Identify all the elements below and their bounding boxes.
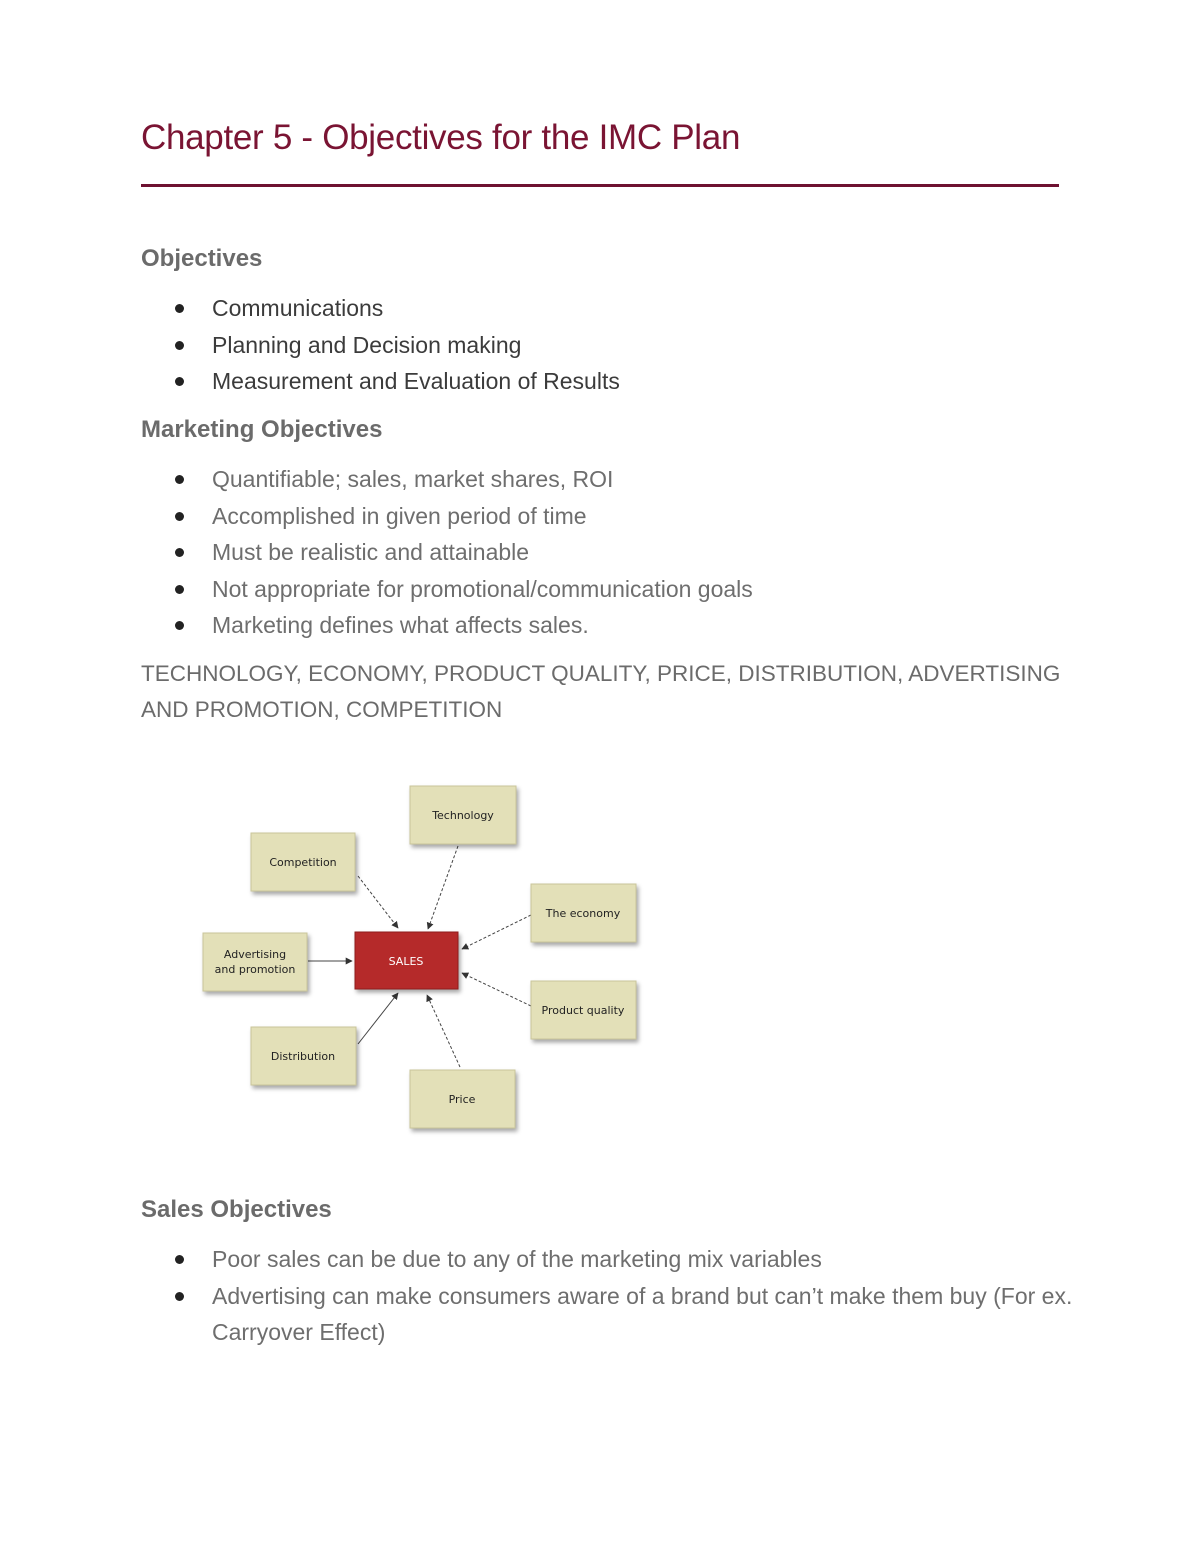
price-node — [410, 1070, 515, 1128]
bullet-icon — [175, 1292, 184, 1301]
sales-node — [355, 932, 458, 989]
list-item: Advertising can make consumers aware of a brand but can’t make them buy (For ex. Carryover Effect) — [141, 1278, 1081, 1351]
list-item: Poor sales can be due to any of the marketing mix variables — [141, 1241, 1081, 1278]
connector-price — [427, 995, 460, 1067]
connector-technology — [428, 846, 458, 929]
list-item: Must be realistic and attainable — [141, 534, 753, 571]
list-item: Marketing defines what affects sales. — [141, 607, 753, 644]
connector-distribution — [358, 993, 398, 1044]
distribution-node — [251, 1027, 356, 1085]
sales-node-label: SALES — [388, 955, 424, 968]
advertising-label-line1: Advertising — [223, 948, 287, 961]
price-label: Price — [448, 1093, 476, 1106]
connector-product-quality — [462, 973, 531, 1006]
bullet-icon — [175, 1255, 184, 1264]
advertising-node — [203, 933, 307, 991]
objectives-heading: Objectives — [141, 245, 263, 272]
technology-node — [410, 786, 516, 844]
list-item: Not appropriate for promotional/communication goals — [141, 571, 753, 608]
page-title: Chapter 5 - Objectives for the IMC Plan — [141, 118, 741, 157]
economy-node — [531, 884, 636, 942]
product-quality-label: Product quality — [541, 1004, 625, 1017]
technology-label: Technology — [432, 809, 494, 822]
list-item: Measurement and Evaluation of Results — [141, 363, 620, 400]
marketing-objectives-heading: Marketing Objectives — [141, 416, 383, 443]
advertising-label-line2: and promotion — [214, 963, 296, 976]
sales-objectives-list — [141, 1241, 1081, 1351]
economy-label: The economy — [545, 907, 621, 920]
connector-competition — [358, 876, 398, 928]
list-item: Quantifiable; sales, market shares, ROI — [141, 461, 753, 498]
competition-label: Competition — [269, 856, 337, 869]
list-item: Communications — [141, 290, 620, 327]
marketing-factors-text: TECHNOLOGY, ECONOMY, PRODUCT QUALITY, PRICE, DISTRIBUTION, ADVERTISING AND PROMOTION, COMPETITION — [141, 661, 1061, 722]
competition-node — [251, 833, 355, 891]
distribution-label: Distribution — [270, 1050, 336, 1063]
product-quality-node — [531, 981, 636, 1039]
list-item: Accomplished in given period of time — [141, 498, 753, 535]
connector-economy — [462, 915, 531, 949]
list-item: Planning and Decision making — [141, 327, 620, 364]
sales-objectives-heading: Sales Objectives — [141, 1196, 332, 1223]
